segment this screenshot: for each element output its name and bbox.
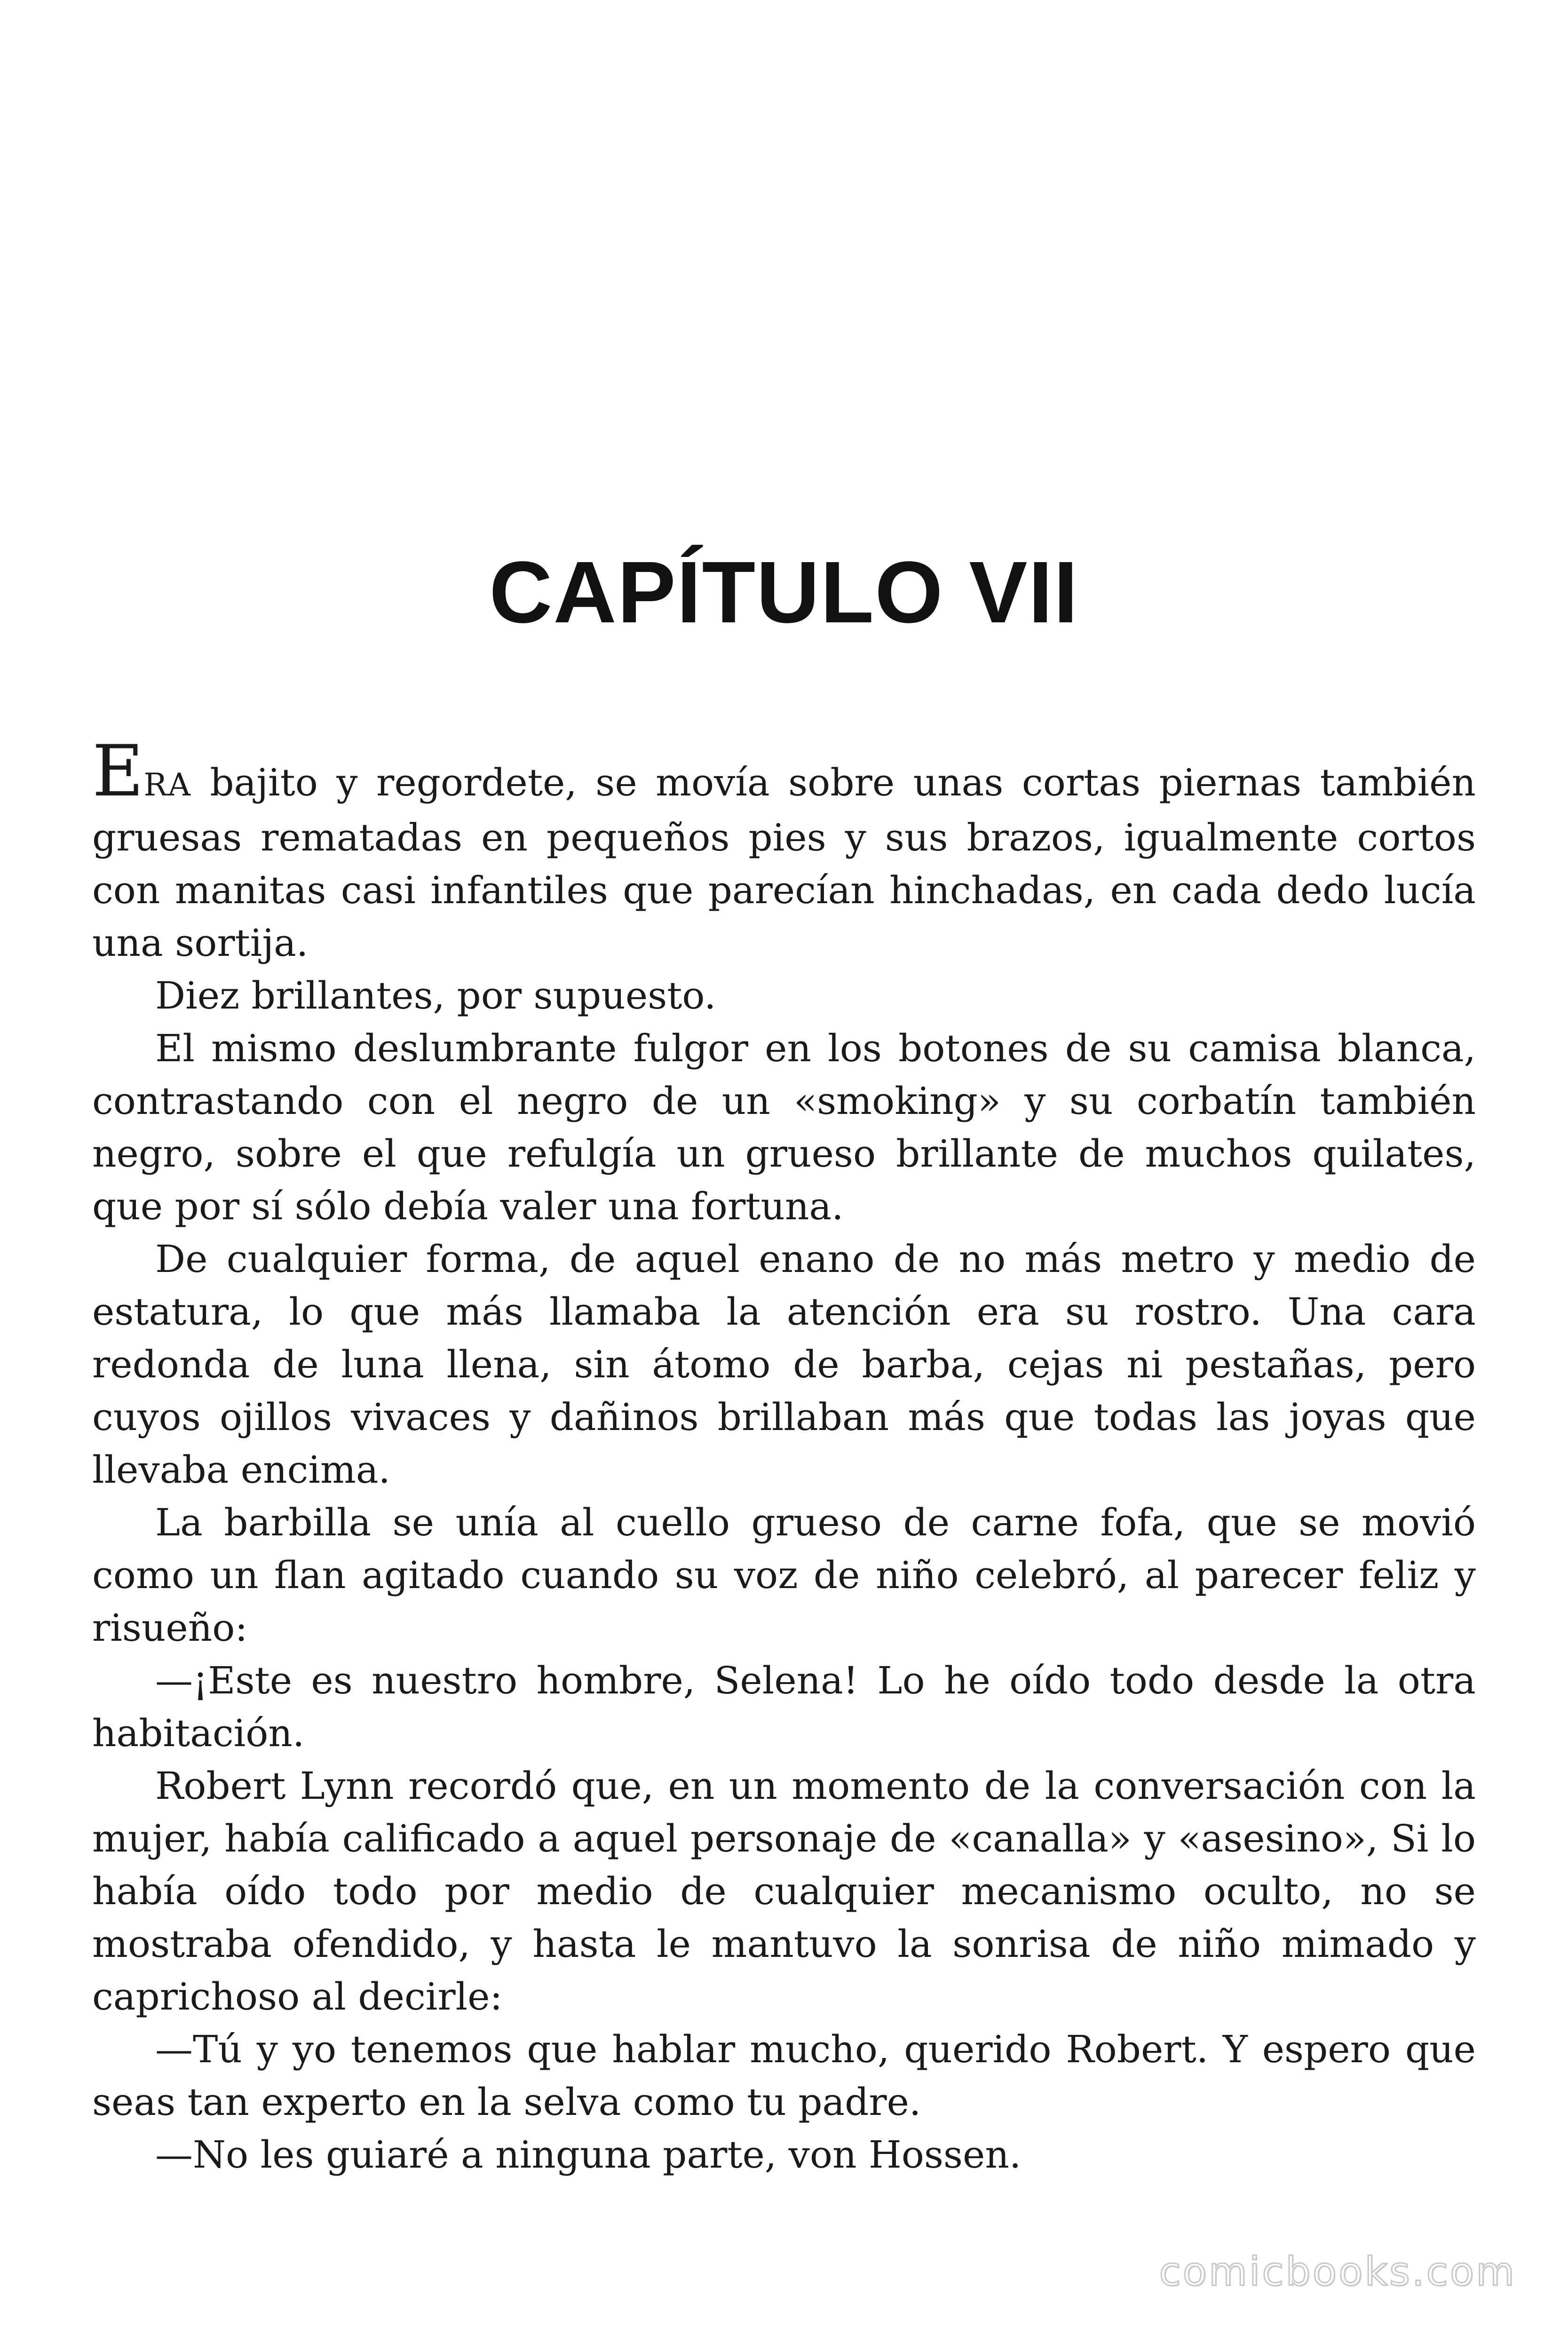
opening-text: bajito y regordete, se movía sobre unas cortas piernas también gruesas rematadas en pequeños pies y sus brazos, igualmente cortos con manitas casi infantiles que parecían hinchadas, en cada dedo lucía una sortija. xyxy=(92,761,1476,965)
drop-cap: E xyxy=(92,731,144,812)
paragraph: De cualquier forma, de aquel enano de no más metro y medio de estatura, lo que más llamaba la atención era su rostro. Una cara redonda de luna llena, sin átomo de barba, cejas ni pestañas, pero cuyos ojillos vivaces y dañinos brillaban más que todas las joyas que llevaba encima. xyxy=(92,1237,1476,1492)
paragraph: —¡Este es nuestro hombre, Selena! Lo he oído todo desde la otra habitación. xyxy=(92,1659,1476,1755)
paragraph: —No les guiaré a ninguna parte, von Hossen. xyxy=(155,2133,1022,2177)
text-body xyxy=(92,731,1476,2181)
paragraph: El mismo deslumbrante fulgor en los botones de su camisa blanca, contrastando con el negro de un «smoking» y su corbatín también negro, sobre el que refulgía un grueso brillante de muchos quilates, que por sí sólo debía valer una fortuna. xyxy=(92,1026,1476,1228)
watermark: comicbooks.com xyxy=(1159,2249,1516,2295)
small-caps-lead: RA xyxy=(143,767,191,803)
paragraph: Diez brillantes, por supuesto. xyxy=(155,974,716,1017)
paragraph: —Tú y yo tenemos que hablar mucho, querido Robert. Y espero que seas tan experto en la selva como tu padre. xyxy=(92,2027,1476,2124)
chapter-title: CAPÍTULO VII xyxy=(489,544,1079,641)
paragraph: La barbilla se unía al cuello grueso de carne fofa, que se movió como un flan agitado cuando su voz de niño celebró, al parecer feliz y risueño: xyxy=(92,1501,1476,1650)
opening-paragraph xyxy=(92,731,1476,969)
paragraph: Robert Lynn recordó que, en un momento de la conversación con la mujer, había calificado a aquel personaje de «canalla» y «asesino», Si lo había oído todo por medio de cualquier mecanismo oculto, no se mostraba ofendido, y hasta le mantuvo la sonrisa de niño mimado y caprichoso al decirle: xyxy=(92,1764,1476,2018)
